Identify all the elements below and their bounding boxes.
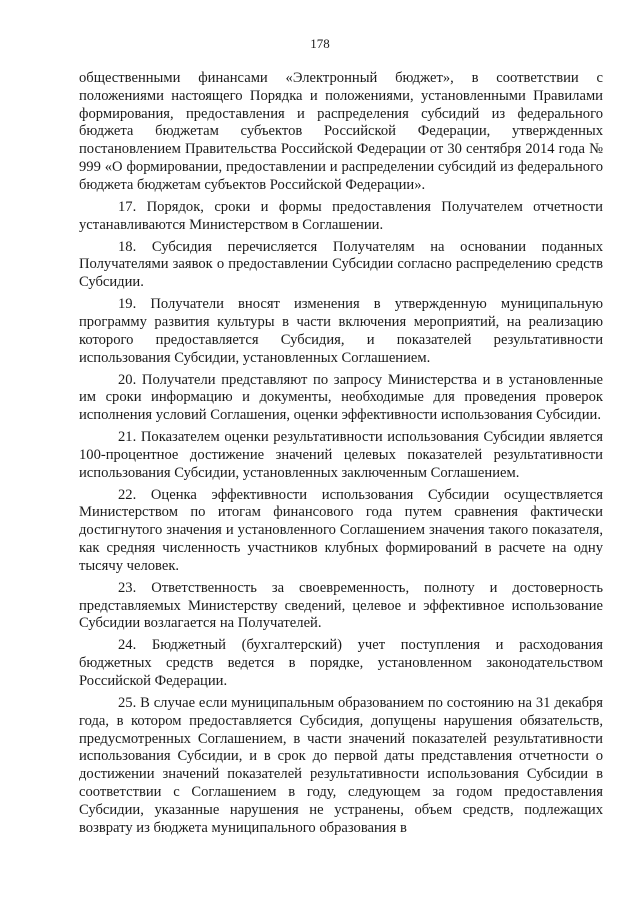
paragraph-20: 20. Получатели представляют по запросу Министерства и в установленные им сроки информацию и документы, необходимые для проведения проверок исполнения условий Соглашения, оценки эффективности использования Субсидии.	[79, 371, 603, 424]
paragraph-24: 24. Бюджетный (бухгалтерский) учет поступления и расходования бюджетных средств ведется в порядке, установленном законодательством Российской Федерации.	[79, 637, 603, 689]
page-number: 178	[310, 36, 330, 51]
paragraph-25: 25. В случае если муниципальным образованием по состоянию на 31 декабря года, в котором предоставляется Субсидия, допущены нарушения обязательств, предусмотренных Соглашением, в части значений показателей результативности использования Субсидии, и в срок до первой даты представления отчетности о достижении значений показателей результативности использования Субсидии в соответствии с Соглашением в году, следующем за годом предоставления Субсидии, указанные нарушения не устранены, объем средств, подлежащих возврату из бюджета муниципального образования в	[79, 694, 603, 836]
paragraph-21: 21. Показателем оценки результативности использования Субсидии является 100-процентное достижение значений целевых показателей результативности использования Субсидии, установленных заключенным Соглашением.	[79, 429, 603, 481]
paragraph-17: 17. Порядок, сроки и формы предоставления Получателем отчетности устанавливаются Министерством в Соглашении.	[79, 198, 603, 233]
paragraph-continuation: общественными финансами «Электронный бюджет», в соответствии с положениями настоящего Порядка и положениями, установленными Правилами формирования, предоставления и распределения субсидий из федерального бюджета бюджетам субъектов Российской Федерации, утвержденных постановлением Правительства Российской Федерации от 30 сентября 2014 года № 999 «О формировании, предоставлении и распределении субсидий из федерального бюджета бюджетам субъектов Российской Федерации».	[79, 70, 603, 193]
paragraph-23: 23. Ответственность за своевременность, полноту и достоверность представляемых Министерству сведений, целевое и эффективное использование Субсидии возлагается на Получателей.	[79, 579, 603, 632]
paragraph-19: 19. Получатели вносят изменения в утвержденную муниципальную программу развития культуры в части включения мероприятий, на реализацию которого предоставляется Субсидия, и показателей результативности использования Субсидии, установленных Соглашением.	[79, 296, 603, 366]
paragraph-18: 18. Субсидия перечисляется Получателям на основании поданных Получателями заявок о предоставлении Субсидии согласно распределению средств Субсидии.	[79, 238, 603, 291]
document-body	[79, 70, 603, 842]
paragraph-22: 22. Оценка эффективности использования Субсидии осуществляется Министерством по итогам финансового года путем сравнения фактически достигнутого значения и установленного Соглашением значения такого показателя, как средняя численность участников клубных формирований в расчете на одну тысячу человек.	[79, 486, 603, 574]
